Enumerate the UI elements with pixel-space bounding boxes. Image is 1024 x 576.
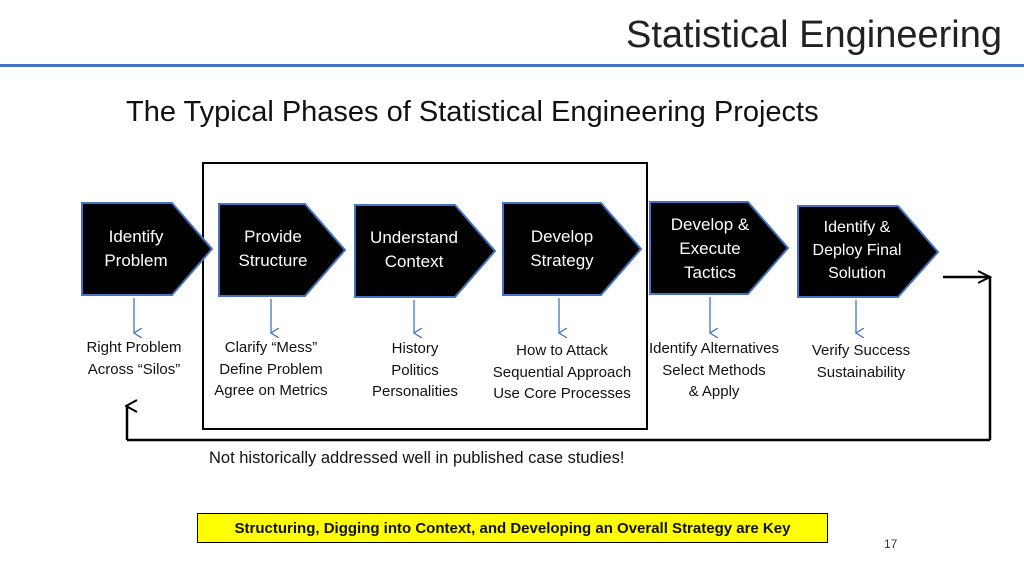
key-message: Structuring, Digging into Context, and Developing an Overall Strategy are Key — [234, 519, 791, 537]
phase-details-2: Clarify “Mess” Define Problem Agree on Metrics — [214, 339, 328, 399]
page-number: 17 — [884, 537, 898, 551]
key-message-box — [197, 513, 828, 543]
phase-label-5: Develop & Execute Tactics — [670, 215, 750, 282]
phase-details-1: Right Problem Across “Silos” — [86, 339, 182, 378]
case-studies-note: Not historically addressed well in published case studies! — [209, 449, 625, 467]
phase-label-3: Understand Context — [370, 228, 458, 271]
phase-label-6: Identify & Deploy Final Solution — [812, 219, 902, 282]
phase-label-4: Develop Strategy — [530, 227, 594, 270]
phase-details-5: Identify Alternatives Select Methods & Apply — [648, 340, 780, 400]
slide-title: The Typical Phases of Statistical Engineering Projects — [126, 96, 819, 128]
phase-label-2: Provide Structure — [238, 227, 308, 270]
phase-label-1: Identify Problem — [104, 227, 168, 270]
header-title: Statistical Engineering — [626, 14, 1002, 56]
phase-details-6: Verify Success Sustainability — [811, 342, 911, 381]
phase-details-3: History Politics Personalities — [372, 340, 458, 400]
phase-details-4: How to Attack Sequential Approach Use Core Processes — [492, 342, 632, 402]
